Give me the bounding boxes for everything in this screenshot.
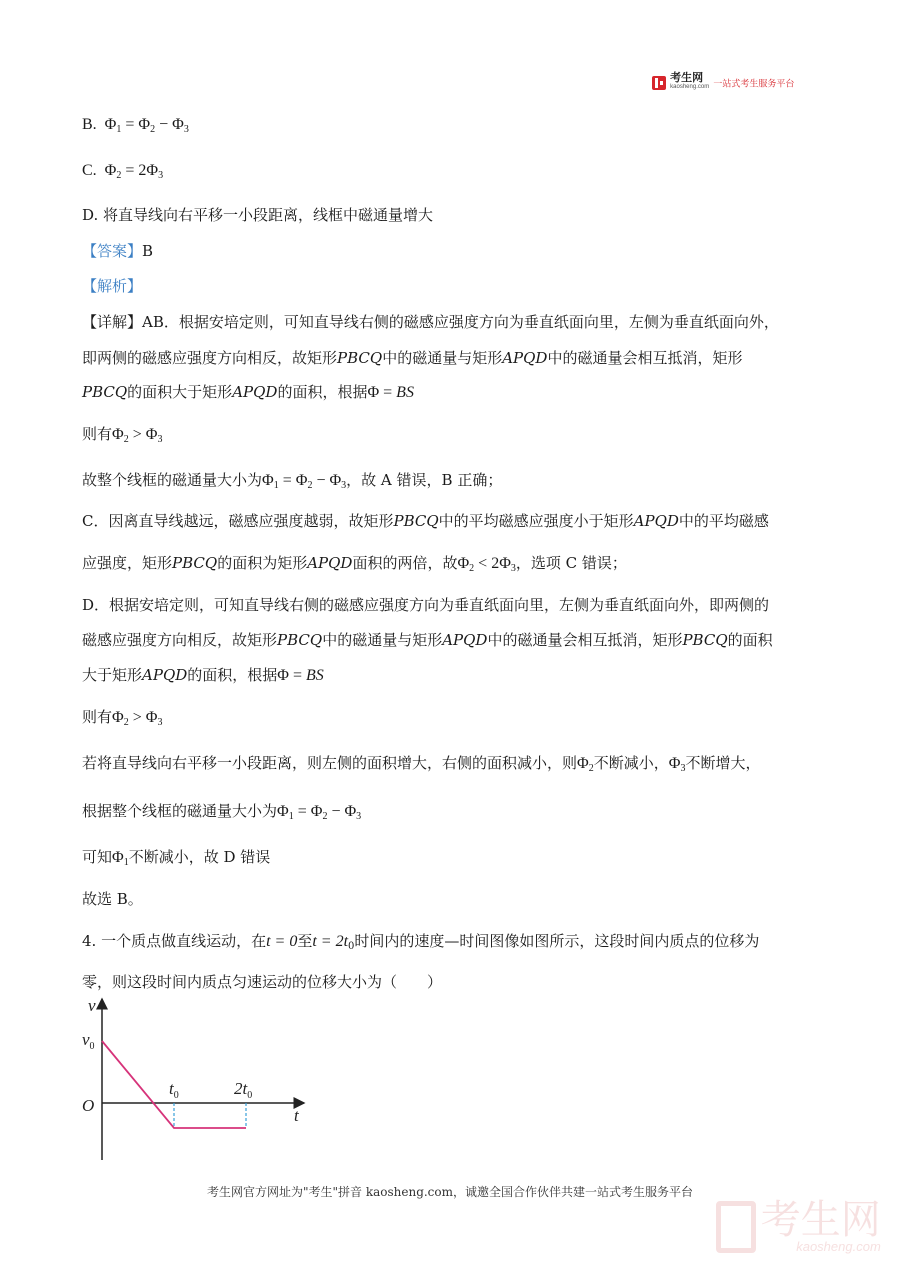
text-span: 中的磁通量会相互抵消，矩形	[547, 349, 743, 367]
logo-icon	[652, 76, 666, 90]
detail-line-11: 则有$\Phi_2 > \Phi_3$	[82, 708, 163, 728]
text-span: 的面积	[727, 631, 773, 649]
term-apqd: APQD	[442, 631, 488, 649]
detail-line-6	[82, 510, 769, 531]
detail-line-1	[82, 311, 779, 332]
option-d-label: D.	[82, 206, 99, 224]
text-span: 则有	[82, 425, 113, 443]
term-pbcq: PBCQ	[682, 631, 728, 649]
math-t0: t = 0	[266, 933, 298, 950]
option-c: C. $\Phi_2 = 2\Phi_3$	[82, 162, 164, 181]
text-span: 大于矩形	[82, 666, 143, 684]
text-span: 中的平均磁感	[678, 512, 769, 530]
text-span: D．根据安培定则，可知直导线右侧的磁感应强度方向为垂直纸面向里，左侧为垂直纸面向外，即两侧的	[82, 596, 770, 614]
text-span: 故选 B。	[82, 890, 143, 908]
logo-name: 考生网	[670, 72, 704, 85]
formula-bs: Φ = BS	[367, 384, 414, 401]
2t0-label	[234, 1079, 252, 1101]
text-span: 不断减小，	[593, 754, 669, 772]
text-span: 的面积，根据	[277, 383, 368, 401]
answer-value: B	[142, 242, 154, 260]
watermark-name: 考生网	[760, 1198, 881, 1242]
term-apqd: APQD	[142, 666, 188, 684]
text-span: 若将直导线向右平移一小段距离，则左侧的面积增大，右侧的面积减小，则	[82, 754, 578, 772]
detail-line-2	[82, 347, 742, 368]
text-span: 4. 一个质点做直线运动，在	[82, 932, 267, 950]
text-span: 不断增大，	[685, 754, 761, 772]
text-span: 故整个线框的磁通量大小为	[82, 471, 263, 489]
detail-line-5: 故整个线框的磁通量大小为$\Phi_1 = \Phi_2 - \Phi_3$，故 A 错误，B 正确；	[82, 471, 503, 491]
option-b: B. $\Phi_1 = \Phi_2 - \Phi_3$	[82, 116, 189, 135]
watermark	[716, 1200, 881, 1253]
v0-sub: 0	[89, 1041, 95, 1052]
text-span: 中的平均磁感应强度小于矩形	[438, 512, 634, 530]
detail-line-3	[82, 381, 414, 402]
question-4-line-1: 4. 一个质点做直线运动，在t = 0至$t = 2t_0$时间内的速度—时间图像如图所示，这段时间内质点的位移为	[82, 932, 760, 952]
text-span: 至	[297, 932, 313, 950]
footer-text: 考生网官方网址为"考生"拼音 kaosheng.com，诚邀全国合作伙伴共建一站式考生服务平台	[206, 1185, 694, 1199]
header-logo	[652, 74, 794, 92]
text-span: 可知	[82, 848, 113, 866]
analysis-tag: 【解析】	[82, 277, 143, 295]
text-span: 面积的两倍，故	[352, 554, 458, 572]
term-pbcq: PBCQ	[82, 383, 128, 401]
answer-line	[82, 240, 153, 261]
origin-label: O	[82, 1096, 95, 1115]
answer-tag: 【答案】	[82, 242, 143, 260]
watermark-icon	[716, 1201, 756, 1253]
text-span: 中的磁通量与矩形	[382, 349, 503, 367]
velocity-time-graph	[78, 995, 318, 1165]
v-axis-label: v	[88, 996, 96, 1015]
detail-line-14: 可知$\Phi_1$不断减小，故 D 错误	[82, 848, 271, 868]
text-span: 中的磁通量会相互抵消，矩形	[487, 631, 683, 649]
text-span: AB．根据安培定则，可知直导线右侧的磁感应强度方向为垂直纸面向里，左侧为垂直纸面向外，	[142, 313, 779, 331]
text-span: ，故 A 错误，B 正确；	[346, 471, 503, 489]
term-apqd: APQD	[232, 383, 278, 401]
term-apqd: APQD	[307, 554, 353, 572]
v0-letter: v	[82, 1030, 90, 1049]
term-pbcq: PBCQ	[337, 349, 383, 367]
text-span: 根据整个线框的磁通量大小为	[82, 802, 278, 820]
detail-line-15	[82, 888, 143, 909]
option-d	[82, 204, 433, 225]
detail-line-10	[82, 664, 324, 685]
watermark-url: kaosheng.com	[796, 1239, 881, 1254]
detail-tag: 【详解】	[82, 313, 143, 331]
term-pbcq: PBCQ	[393, 512, 439, 530]
detail-line-8	[82, 594, 769, 615]
detail-line-7: 应强度，矩形PBCQ的面积为矩形APQD面积的两倍，故$\Phi_2 < 2\Phi_3$，选项 C 错误；	[82, 554, 627, 574]
detail-line-13: 根据整个线框的磁通量大小为$\Phi_1 = \Phi_2 - \Phi_3$	[82, 802, 362, 822]
detail-line-9	[82, 629, 773, 650]
text-span: 中的磁通量与矩形	[322, 631, 443, 649]
text-span: 的面积大于矩形	[127, 383, 233, 401]
2t0-letter: 2t	[234, 1079, 248, 1098]
term-pbcq: PBCQ	[172, 554, 218, 572]
term-apqd: APQD	[633, 512, 679, 530]
text-span: 的面积为矩形	[217, 554, 308, 572]
text-span: 应强度，矩形	[82, 554, 173, 572]
detail-line-12: 若将直导线向右平移一小段距离，则左侧的面积增大，右侧的面积减小，则$\Phi_2$不断减小，$\Phi_3$不断增大，	[82, 754, 761, 774]
text-span: 时间内的速度—时间图像如图所示，这段时间内质点的位移为	[354, 932, 760, 950]
text-span: 则有	[82, 708, 113, 726]
option-d-text: 将直导线向右平移一小段距离，线框中磁通量增大	[103, 206, 434, 224]
question-4-line-2	[82, 971, 442, 992]
logo-url: kaosheng.com	[670, 84, 710, 91]
option-c-label: C.	[82, 162, 97, 179]
term-pbcq: PBCQ	[277, 631, 323, 649]
formula-bs: Φ = BS	[277, 667, 324, 684]
text-span: 磁感应强度方向相反，故矩形	[82, 631, 278, 649]
t0-letter: t	[169, 1079, 174, 1098]
2t0-sub: 0	[247, 1090, 253, 1101]
text-span: ，选项 C 错误；	[515, 554, 627, 572]
t0-label	[169, 1079, 179, 1101]
text-span: C．因离直导线越远，磁感应强度越弱，故矩形	[82, 512, 394, 530]
option-b-label: B.	[82, 116, 97, 133]
text-span: 零，则这段时间内质点匀速运动的位移大小为（ ）	[82, 973, 443, 991]
text-span: 的面积，根据	[187, 666, 278, 684]
logo-slogan: 一站式考生服务平台	[713, 78, 795, 89]
detail-line-4: 则有$\Phi_2 > \Phi_3$	[82, 425, 163, 445]
term-apqd: APQD	[502, 349, 548, 367]
v0-label	[82, 1030, 95, 1052]
text-span: 即两侧的磁感应强度方向相反，故矩形	[82, 349, 338, 367]
text-span: 不断减小，故 D 错误	[128, 848, 271, 866]
t0-sub: 0	[173, 1090, 179, 1101]
math-t2: t = 2t	[312, 933, 349, 950]
t-axis-label: t	[294, 1106, 299, 1125]
